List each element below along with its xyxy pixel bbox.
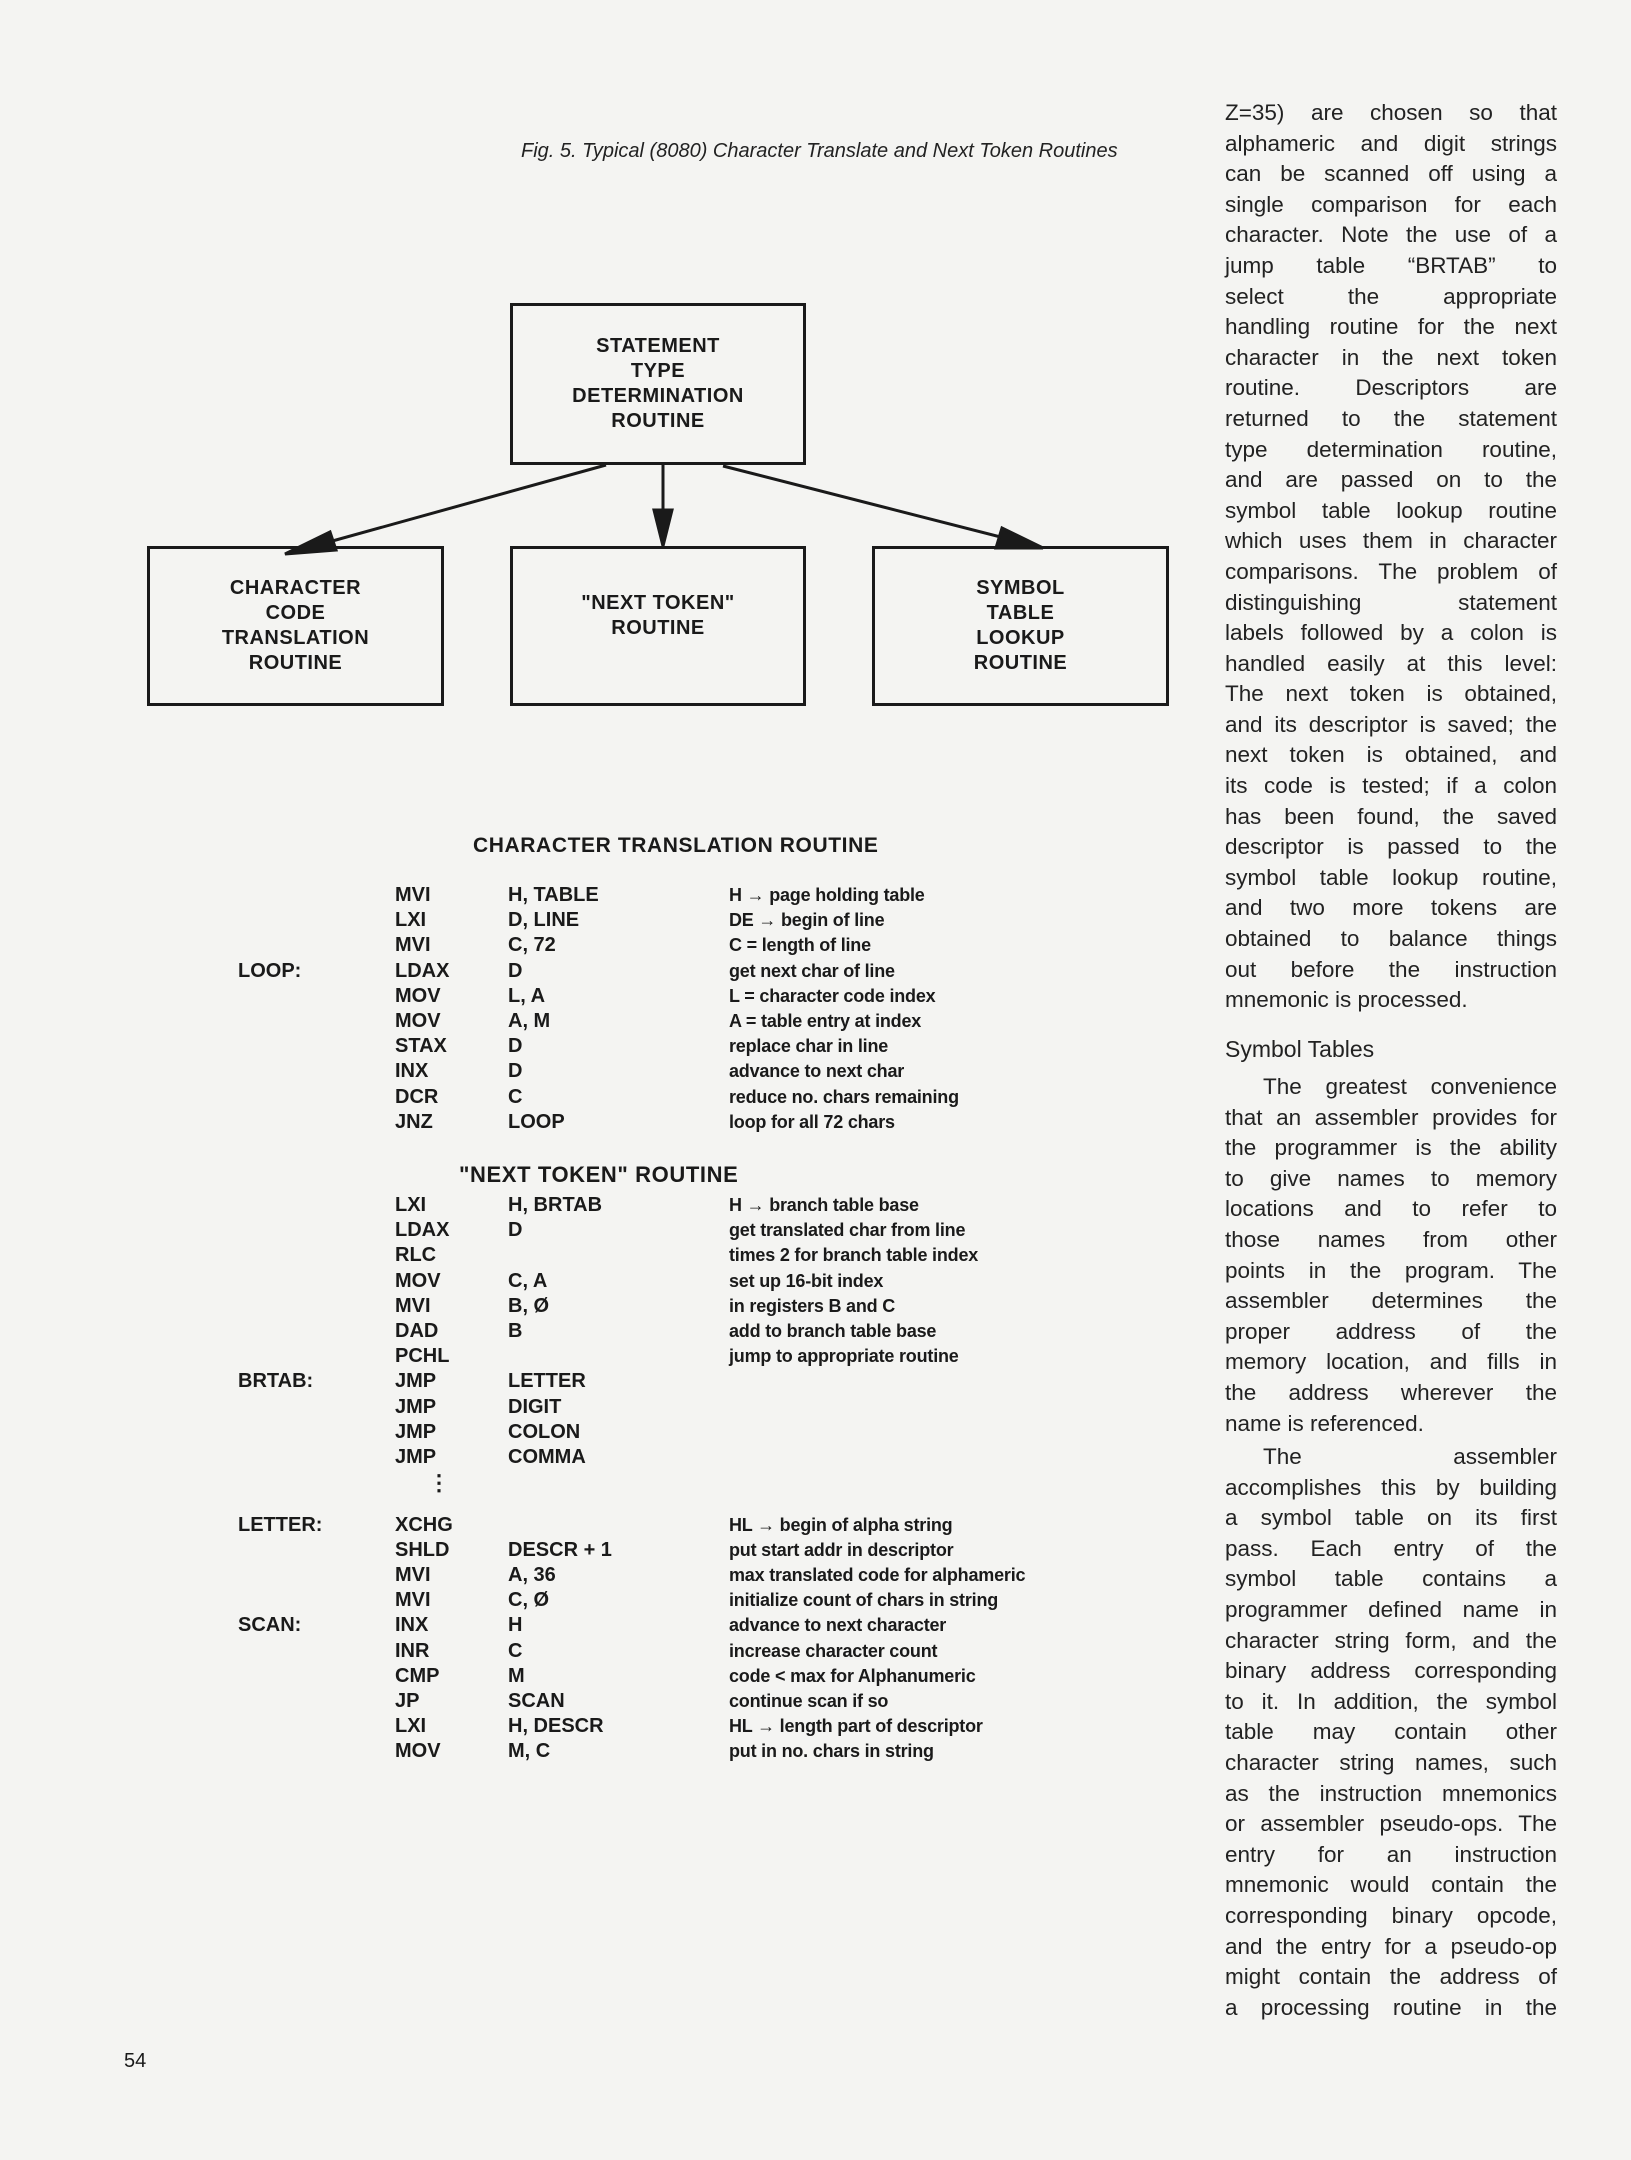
arrow-right-line <box>723 466 1020 542</box>
code-arg: COLON <box>508 1420 581 1443</box>
code-op: SHLD <box>395 1539 450 1562</box>
box-symbol-table-lookup <box>872 546 1169 706</box>
code-arg: C <box>508 1085 523 1108</box>
code-comment: times 2 for branch table index <box>729 1245 979 1266</box>
code-label: SCAN: <box>238 1614 302 1637</box>
text-line: the address wherever the <box>1225 1379 1557 1405</box>
text-line: those names from other <box>1225 1226 1557 1252</box>
code-comment: put in no. chars in string <box>729 1740 934 1761</box>
code-op: XCHG <box>395 1514 453 1536</box>
code-op: LXI <box>395 909 427 932</box>
text-line: to give names to memory <box>1225 1165 1557 1191</box>
code-comment: reduce no. chars remaining <box>729 1086 959 1107</box>
code-op: MVI <box>395 934 431 957</box>
code-comment: set up 16-bit index <box>729 1270 884 1291</box>
code-op: LDAX <box>395 959 450 982</box>
arrow-middle-head <box>654 510 672 546</box>
box-label: "NEXT TOKEN" ROUTINE <box>581 592 735 639</box>
text-line: descriptor is passed to the <box>1225 834 1557 860</box>
text-line: returned to the statement <box>1225 405 1557 431</box>
box-label: STATEMENT TYPE DETERMINATION ROUTINE <box>572 335 744 432</box>
code-op: INX <box>395 1614 429 1637</box>
code-comment: HL → length part of descriptor <box>729 1715 983 1736</box>
text-line: character string form, and the <box>1225 1627 1557 1653</box>
code-op: JMP <box>395 1420 437 1443</box>
code-comment: code < max for Alphanumeric <box>729 1665 976 1686</box>
code-op: LDAX <box>395 1219 450 1242</box>
text-line: distinguishing statement <box>1225 589 1557 615</box>
code-arg: SCAN <box>508 1689 565 1712</box>
code-comment: advance to next character <box>729 1615 947 1636</box>
code-arg: M <box>508 1664 525 1687</box>
figure-caption: Fig. 5. Typical (8080) Character Translate and Next Token Routines <box>521 140 1118 162</box>
code-comment: get next char of line <box>729 960 895 981</box>
text-line: pass. Each entry of the <box>1225 1535 1557 1561</box>
code-op: JMP <box>395 1370 437 1393</box>
text-line: mnemonic is processed. <box>1225 987 1468 1013</box>
code-arg: D <box>508 1035 523 1058</box>
code-op: MVI <box>395 1589 431 1612</box>
text-line: assembler determines the <box>1225 1288 1557 1314</box>
code-arg: C, 72 <box>508 934 556 957</box>
text-line: mnemonic would contain the <box>1225 1872 1557 1898</box>
arrow-left-line <box>300 465 606 550</box>
code-comment: loop for all 72 chars <box>729 1111 895 1132</box>
code-arg: D <box>508 959 523 982</box>
code-op: RLC <box>395 1244 437 1267</box>
text-line: the programmer is the ability <box>1225 1135 1557 1161</box>
code-op: STAX <box>395 1035 447 1058</box>
text-line: and are passed on to the <box>1225 467 1557 493</box>
code-comment: C = length of line <box>729 935 871 956</box>
code-op: MOV <box>395 984 441 1007</box>
text-line: The next token is obtained, <box>1225 681 1557 707</box>
code-comment: continue scan if so <box>729 1690 889 1711</box>
code-op: JMP <box>395 1446 437 1468</box>
code-arg: LETTER <box>508 1370 586 1393</box>
text-line: handled easily at this level: <box>1225 650 1557 676</box>
code-op: CMP <box>395 1664 440 1687</box>
code-arg: LOOP <box>508 1110 565 1133</box>
text-line: single comparison for each <box>1225 191 1557 217</box>
text-line: obtained to balance things <box>1225 926 1557 952</box>
text-line: and the entry for a pseudo-op <box>1225 1933 1557 1959</box>
code-label: LOOP: <box>238 959 302 982</box>
code-op: LXI <box>395 1714 427 1737</box>
code-arg: DIGIT <box>508 1395 562 1418</box>
code-op: MOV <box>395 1269 441 1292</box>
code-op: MVI <box>395 1564 431 1587</box>
article-paragraph-2 <box>1225 1072 1557 1439</box>
text-line: labels followed by a colon is <box>1225 620 1557 646</box>
code-comment: in registers B and C <box>729 1295 896 1316</box>
code-arg: M, C <box>508 1739 551 1762</box>
text-line: character. Note the use of a <box>1225 222 1557 248</box>
box-character-code-translation <box>147 546 444 706</box>
arrow-right-head <box>996 528 1043 548</box>
code-comment: L = character code index <box>729 985 936 1006</box>
text-line: The greatest convenience <box>1263 1074 1557 1099</box>
text-line: select the appropriate <box>1225 283 1557 309</box>
text-line: or assembler pseudo-ops. The <box>1225 1811 1557 1837</box>
code-comment: increase character count <box>729 1640 938 1661</box>
box-statement-type-determination <box>510 303 806 465</box>
code-comment: get translated char from line <box>729 1220 966 1241</box>
text-line: binary address corresponding <box>1225 1658 1557 1684</box>
code-op: INR <box>395 1639 430 1662</box>
box-label: CHARACTER CODE TRANSLATION ROUTINE <box>221 577 370 674</box>
text-line: might contain the address of <box>1225 1964 1557 1990</box>
text-line: next token is obtained, and <box>1225 742 1557 768</box>
code-arg: H <box>508 1614 523 1637</box>
char-translation-heading: CHARACTER TRANSLATION ROUTINE <box>473 834 879 857</box>
code-comment: put start addr in descriptor <box>729 1540 954 1561</box>
code-comment: initialize count of chars in string <box>729 1590 999 1611</box>
text-line: as the instruction mnemonics <box>1225 1780 1557 1806</box>
text-line: symbol table lookup routine, <box>1225 864 1557 890</box>
text-line: corresponding binary opcode, <box>1225 1902 1557 1928</box>
code-label: LETTER: <box>238 1514 323 1536</box>
code-arg: H, BRTAB <box>508 1194 603 1216</box>
text-line: out before the instruction <box>1225 956 1557 982</box>
text-line: type determination routine, <box>1225 436 1557 462</box>
code-op: MOV <box>395 1739 441 1762</box>
code-arg: A, M <box>508 1010 551 1032</box>
code-op: MVI <box>395 1294 431 1317</box>
text-line: has been found, the saved <box>1225 803 1557 829</box>
text-line: programmer defined name in <box>1225 1596 1557 1622</box>
text-line: Z=35) are chosen so that <box>1225 100 1557 125</box>
code-op: INX <box>395 1060 429 1083</box>
code-arg: D <box>508 1219 523 1242</box>
text-line: The assembler <box>1263 1444 1557 1469</box>
section-heading: Symbol Tables <box>1225 1036 1375 1062</box>
text-line: alphameric and digit strings <box>1225 130 1557 156</box>
page-number: 54 <box>124 2050 147 2072</box>
text-line: handling routine for the next <box>1225 314 1557 340</box>
code-arg: DESCR + 1 <box>508 1539 612 1562</box>
code-op: JMP <box>395 1395 437 1418</box>
code-arg: C, A <box>508 1269 548 1292</box>
text-line: comparisons. The problem of <box>1225 558 1557 584</box>
text-line: can be scanned off using a <box>1225 161 1557 187</box>
text-line: and two more tokens are <box>1225 895 1557 921</box>
text-line: locations and to refer to <box>1225 1196 1557 1222</box>
text-line: proper address of the <box>1225 1318 1557 1344</box>
text-line: character string names, such <box>1225 1749 1557 1775</box>
text-line: name is referenced. <box>1225 1410 1424 1436</box>
code-comment: jump to appropriate routine <box>729 1346 959 1367</box>
text-line: a symbol table on its first <box>1225 1505 1557 1531</box>
text-line: which uses them in character <box>1225 528 1557 554</box>
code-op: JNZ <box>395 1110 433 1133</box>
code-arg: B, Ø <box>508 1294 550 1317</box>
code-op: DCR <box>395 1085 439 1108</box>
box-next-token <box>510 546 806 706</box>
text-line: accomplishes this by building <box>1225 1474 1557 1500</box>
code-op: DAD <box>395 1320 439 1342</box>
text-line: a processing routine in the <box>1225 1994 1557 2020</box>
text-line: its code is tested; if a colon <box>1225 773 1557 799</box>
code-comment: advance to next char <box>729 1061 905 1082</box>
code-op: JP <box>395 1689 420 1712</box>
text-line: symbol table lookup routine <box>1225 497 1557 523</box>
code-comment: A = table entry at index <box>729 1011 922 1031</box>
code-arg: D <box>508 1060 523 1083</box>
code-label: BRTAB: <box>238 1370 314 1393</box>
code-op: MOV <box>395 1010 441 1032</box>
ellipsis: ⋮ <box>428 1470 450 1495</box>
code-op: PCHL <box>395 1345 450 1368</box>
text-line: points in the program. The <box>1225 1257 1557 1283</box>
box-label: SYMBOL TABLE LOOKUP ROUTINE <box>973 577 1068 674</box>
article-paragraph-3 <box>1225 1442 1557 2023</box>
code-comment: H → page holding table <box>729 885 925 905</box>
code-arg: C, Ø <box>508 1589 550 1612</box>
code-op: LXI <box>395 1194 427 1216</box>
code-arg: H, DESCR <box>508 1714 604 1737</box>
text-line: to it. In addition, the symbol <box>1225 1688 1557 1714</box>
text-line: table may contain other <box>1225 1719 1557 1745</box>
code-arg: B <box>508 1320 523 1342</box>
code-comment: DE → begin of line <box>729 910 885 931</box>
text-line: symbol table contains a <box>1225 1566 1557 1592</box>
code-arg: A, 36 <box>508 1564 556 1587</box>
code-arg: L, A <box>508 984 546 1007</box>
article-paragraph-1 <box>1225 98 1557 1016</box>
text-line: and its descriptor is saved; the <box>1225 711 1557 737</box>
code-comment: HL → begin of alpha string <box>729 1515 953 1535</box>
code-comment: add to branch table base <box>729 1321 937 1341</box>
text-line: jump table “BRTAB” to <box>1225 252 1557 278</box>
code-arg: D, LINE <box>508 909 580 932</box>
code-op: MVI <box>395 884 431 906</box>
code-arg: COMMA <box>508 1446 586 1468</box>
text-line: routine. Descriptors are <box>1225 375 1557 401</box>
text-line: memory location, and fills in <box>1225 1349 1557 1375</box>
code-comment: H → branch table base <box>729 1195 919 1215</box>
text-line: that an assembler provides for <box>1225 1104 1557 1130</box>
next-token-heading: "NEXT TOKEN" ROUTINE <box>459 1162 739 1187</box>
code-comment: max translated code for alphameric <box>729 1565 1026 1586</box>
text-line: character in the next token <box>1225 344 1557 370</box>
code-arg: C <box>508 1639 523 1662</box>
text-line: entry for an instruction <box>1225 1841 1557 1867</box>
code-comment: replace char in line <box>729 1036 889 1057</box>
code-arg: H, TABLE <box>508 884 599 906</box>
